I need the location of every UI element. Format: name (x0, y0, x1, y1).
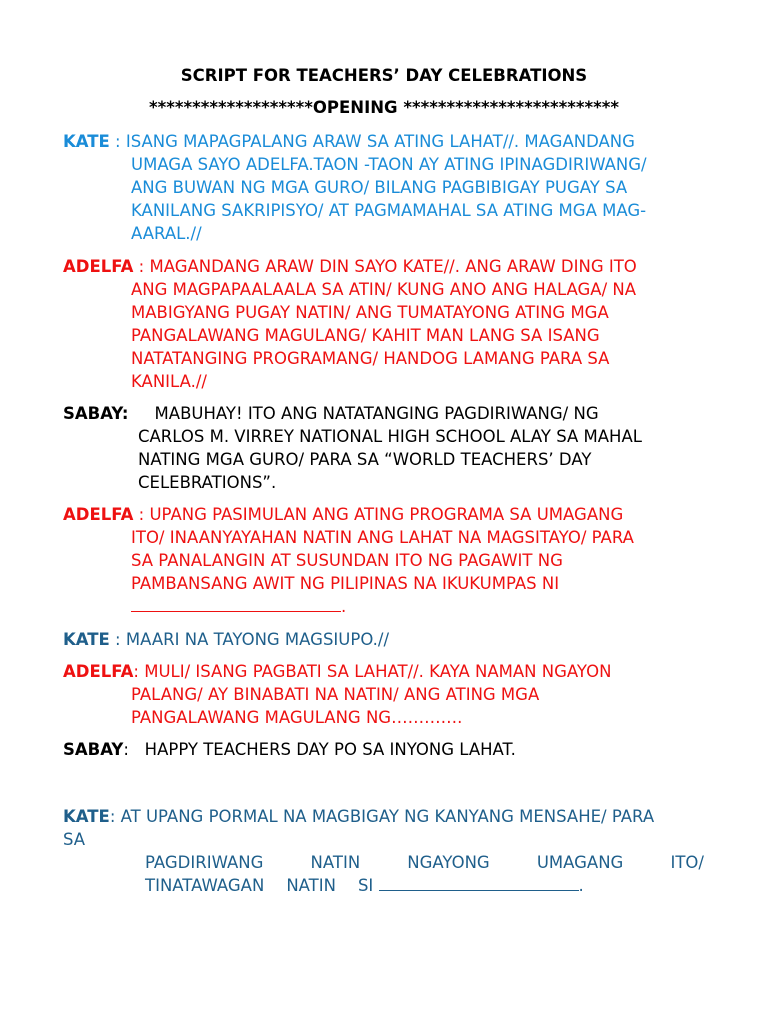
separator: : (109, 630, 126, 649)
dialogue-line: ANG MAGPAPAALAALA SA ATIN/ KUNG ANO ANG HALAGA/ NA (131, 280, 637, 299)
dialogue-line: UMAGA SAYO ADELFA.TAON -TAON AY ATING IPINAGDIRIWANG/ (131, 155, 647, 174)
dialogue-adelfa-3 (63, 660, 713, 729)
word: TINATAWAGAN (145, 876, 265, 895)
dialogue-line: MAARI NA TAYONG MAGSIUPO.// (125, 630, 390, 649)
dialogue-kate-3 (63, 805, 713, 897)
opening-heading: *******************OPENING ************************* (148, 98, 620, 117)
dialogue-line: PANGALAWANG MAGULANG/ KAHIT MAN LANG SA ISANG (131, 326, 600, 345)
separator: : (109, 132, 126, 151)
dialogue-line: ITO/ INAANYAYAHAN NATIN ANG LAHAT NA MAGSITAYO/ PARA (131, 528, 634, 547)
separator: : (133, 257, 150, 276)
dialogue-line: SA PANALANGIN AT SUSUNDAN ITO NG PAGAWIT NG (131, 551, 563, 570)
speaker-label: KATE (63, 807, 110, 826)
dialogue-line: CARLOS M. VIRREY NATIONAL HIGH SCHOOL ALAY SA MAHAL (138, 427, 642, 446)
dialogue-line: AARAL.// (131, 224, 202, 243)
dialogue-line: ISANG MAPAGPALANG ARAW SA ATING LAHAT//. MAGANDANG (125, 132, 635, 151)
dialogue-line: . (578, 876, 584, 895)
word: PAGDIRIWANG (145, 853, 264, 872)
speaker-label: ADELFA (63, 662, 134, 681)
speaker-label: SABAY (63, 740, 124, 759)
dialogue-line: PANGALAWANG MAGULANG NG…………. (131, 708, 463, 727)
dialogue-line: NATING MGA GURO/ PARA SA “WORLD TEACHERS’ DAY (138, 450, 592, 469)
dialogue-sabay-2 (63, 738, 713, 761)
dialogue-adelfa-2 (63, 503, 713, 618)
dialogue-line: SA (63, 830, 86, 849)
speaker-label: ADELFA (63, 505, 134, 524)
dialogue-line: NATATANGING PROGRAMANG/ HANDOG LAMANG PARA SA (131, 349, 610, 368)
word: UMAGANG (536, 853, 624, 872)
dialogue-line: CELEBRATIONS”. (138, 473, 277, 492)
separator: : (133, 662, 145, 681)
dialogue-line: MULI/ ISANG PAGBATI SA LAHAT//. KAYA NAMAN NGAYON (144, 662, 612, 681)
justified-line (63, 851, 704, 874)
word: NATIN (310, 853, 361, 872)
dialogue-sabay-1 (63, 402, 713, 494)
dialogue-line: PAMBANSANG AWIT NG PILIPINAS NA IKUKUMPAS NI (131, 574, 560, 593)
dialogue-line: HAPPY TEACHERS DAY PO SA INYONG LAHAT. (144, 740, 516, 759)
dialogue-adelfa-1 (63, 255, 713, 393)
dialogue-line: KANILA.// (131, 372, 207, 391)
separator: : (109, 807, 121, 826)
dialogue-line: ANG BUWAN NG MGA GURO/ BILANG PAGBIBIGAY PUGAY SA (131, 178, 628, 197)
word: SI (357, 876, 374, 895)
dialogue-line: . (341, 597, 347, 616)
dialogue-line: MAGANDANG ARAW DIN SAYO KATE//. ANG ARAW DING ITO (149, 257, 637, 276)
separator: : (133, 505, 150, 524)
speaker-label: SABAY: (63, 404, 129, 423)
speaker-label: KATE (63, 132, 110, 151)
speaker-label: KATE (63, 630, 110, 649)
dialogue-line: AT UPANG PORMAL NA MAGBIGAY NG KANYANG MENSAHE/ PARA (120, 807, 655, 826)
dialogue-line: MABIGYANG PUGAY NATIN/ ANG TUMATAYONG ATING MGA (131, 303, 609, 322)
word: NGAYONG (407, 853, 490, 872)
dialogue-line: KANILANG SAKRIPISYO/ AT PAGMAMAHAL SA ATING MGA MAG- (131, 201, 647, 220)
word: ITO/ (670, 853, 704, 872)
dialogue-kate-2 (63, 628, 713, 651)
speaker-label: ADELFA (63, 257, 134, 276)
dialogue-kate-1 (63, 130, 713, 245)
word: NATIN (286, 876, 336, 895)
dialogue-line: PALANG/ AY BINABATI NA NATIN/ ANG ATING MGA (131, 685, 540, 704)
dialogue-line: MABUHAY! ITO ANG NATATANGING PAGDIRIWANG/ NG (154, 404, 599, 423)
separator: : (123, 740, 145, 759)
fill-in-blank (131, 595, 341, 612)
document-title: SCRIPT FOR TEACHERS’ DAY CELEBRATIONS (180, 66, 588, 85)
dialogue-line: UPANG PASIMULAN ANG ATING PROGRAMA SA UMAGANG (149, 505, 624, 524)
fill-in-blank (379, 874, 579, 891)
